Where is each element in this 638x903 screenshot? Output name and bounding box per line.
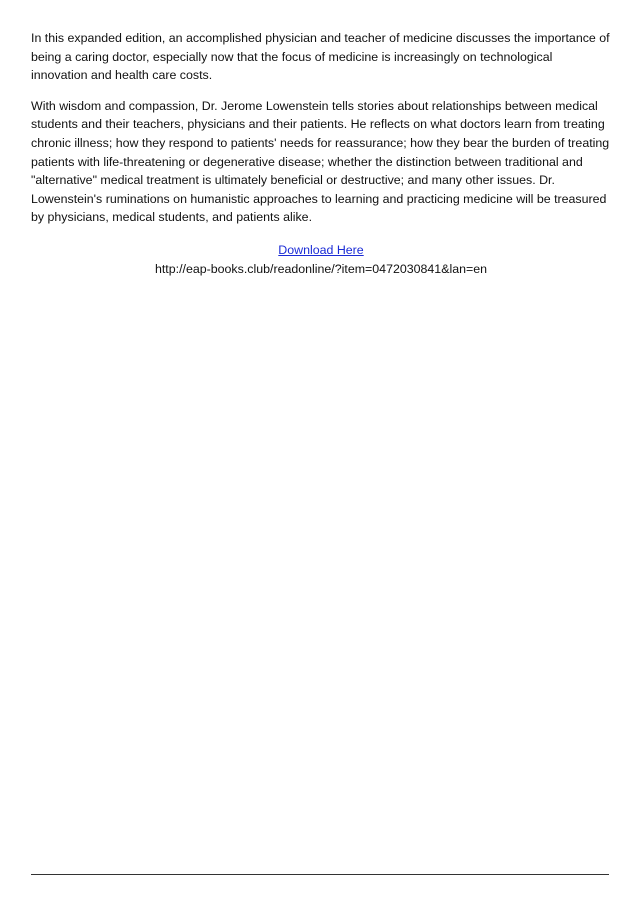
description-paragraph-2: With wisdom and compassion, Dr. Jerome Lowenstein tells stories about relationships between medical students and their teachers, physicians and their patients. He reflects on what doctors learn from treating chronic illness; how they respond to patients' needs for reassurance; how they bear the burden of treating patients with life-threatening or degenerative disease; whether the distinction between traditional and "alternative" medical treatment is ultimately beneficial or destructive; and many other issues. Dr. Lowenstein's ruminations on humanistic approaches to learning and practicing medicine will be treasured by physicians, medical students, and patients alike. [31, 98, 610, 225]
download-section [31, 241, 611, 278]
download-url-text: http://eap-books.club/readonline/?item=0472030841&lan=en [154, 261, 488, 276]
document-body [31, 29, 611, 278]
download-here-link[interactable]: Download Here [278, 242, 364, 257]
description-paragraph-1: In this expanded edition, an accomplished physician and teacher of medicine discusses the importance of being a caring doctor, especially now that the focus of medicine is increasingly on technological innovation and health care costs. [31, 31, 610, 83]
footer-divider [31, 874, 609, 875]
